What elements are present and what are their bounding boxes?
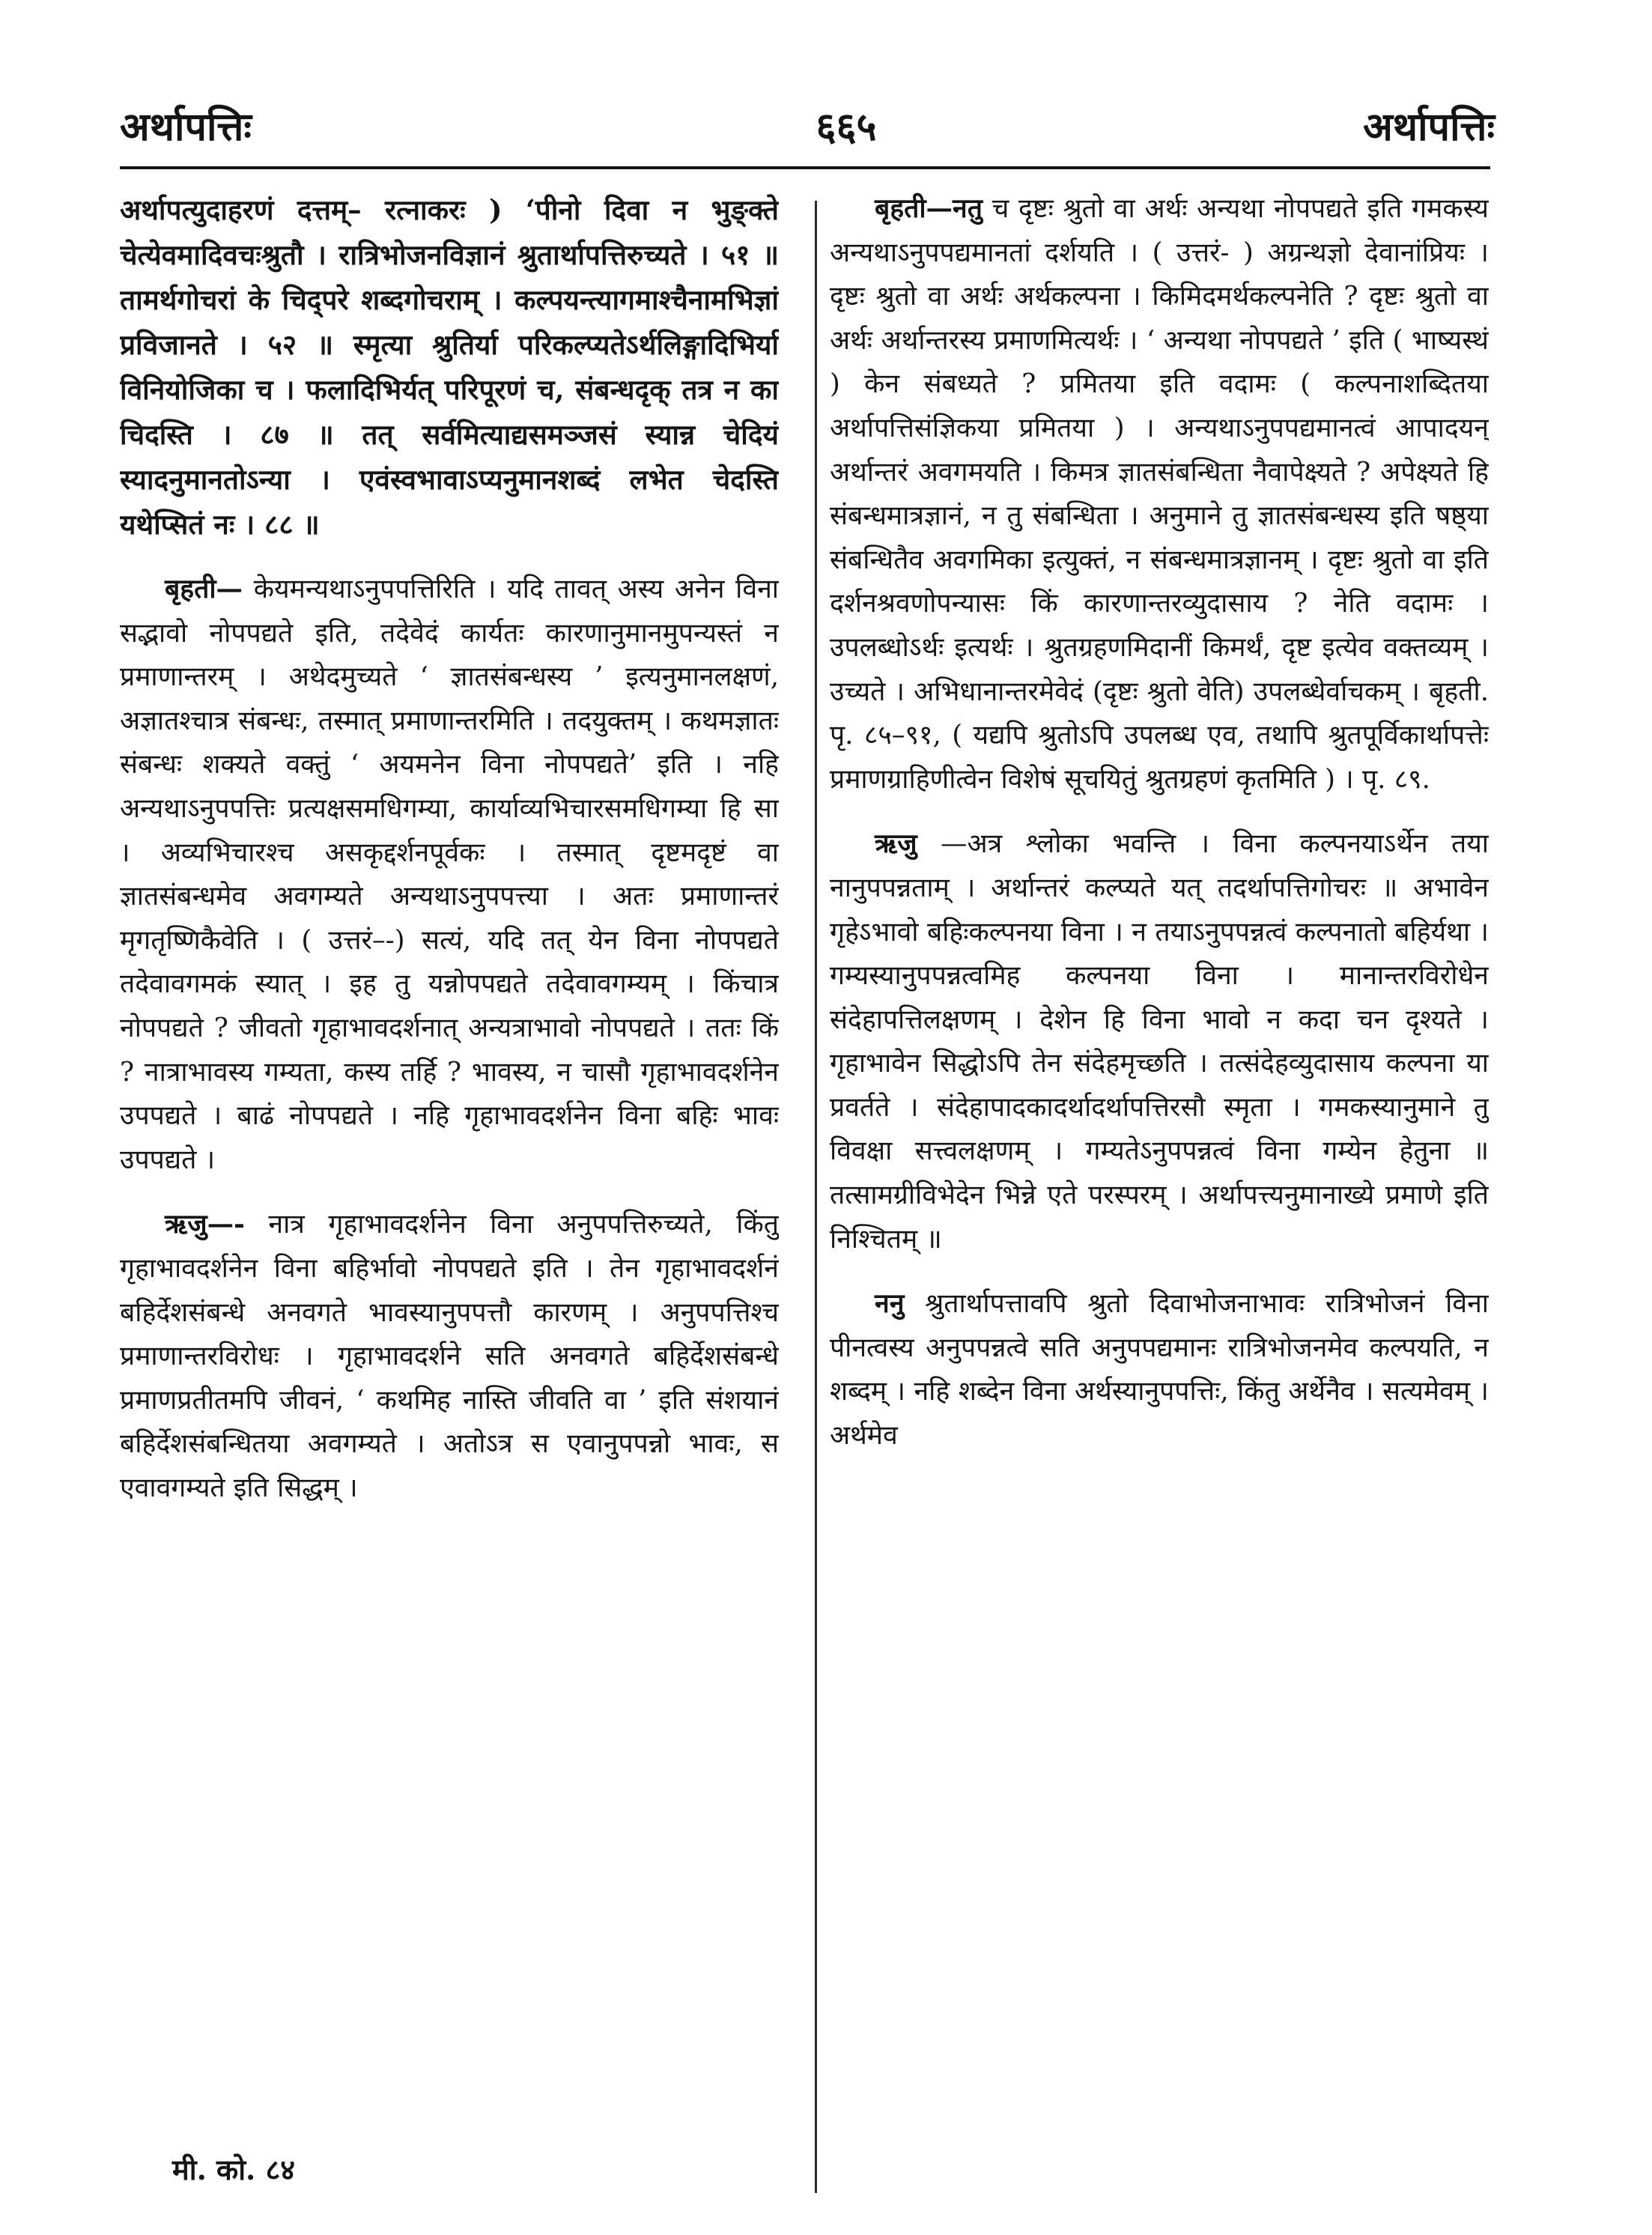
commentary-text: श्रुतार्थापत्तावपि श्रुतो दिवाभोजनाभावः रात्रिभोजनं विना पीनत्वस्य अनुपपन्नत्वे सति अनुपपद्यमानः रात्रिभोजनमेव कल्पयति, न शब्दम् । नहि शब्देन विना अर्थस्यानुपपत्तिः, किंतु अर्थेनैव । सत्यमेवम् । अर्थमेव [830, 1288, 1489, 1452]
commentary-lead: ननु [875, 1288, 905, 1320]
commentary-brhati [120, 568, 779, 1182]
commentary-text: —अत्र श्लोका भवन्ति । विना कल्पनयाऽर्थेन तया नानुपपन्नताम् । अर्थान्तरं कल्प्यते यत् तदर्थापत्तिगोचरः ॥ अभावेन गृहेऽभावो बहिःकल्पनया विना । न तयाऽनुपपन्नत्वं कल्पनातो बहिर्यथा । गम्यस्यानुपपन्नत्वमिह कल्पनया विना । मानान्तरविरोधेन संदेहापत्तिलक्षणम् । देशेन हि विना भावो न कदा चन दृश्यते । गृहाभावेन सिद्धोऽपि तेन संदेहमृच्छति । तत्संदेहव्युदासाय कल्पना या प्रवर्तते । संदेहापादकादर्थादर्थापत्तिरसौ स्मृता । गमकस्यानुमाने तु विवक्षा सत्त्वलक्षणम् । गम्यतेऽनुपपन्नत्वं विना गम्येन हेतुना ॥ तत्सामग्रीविभेदेन भिन्ने एते परस्परम् । अर्थापत्त्यनुमानाख्ये प्रमाणे इति निश्चितम् ॥ [830, 828, 1489, 1255]
left-column [120, 187, 779, 2210]
commentary-text: नात्र गृहाभावदर्शनेन विना अनुपपत्तिरुच्यते, किंतु गृहाभावदर्शनेन विना बहिर्भावो नोपपद्यते इति । तेन गृहाभावदर्शनं बहिर्देशसंबन्धे अनवगते भावस्यानुपपत्तौ कारणम् । अनुपपत्तिश्च प्रमाणान्तरविरोधः । गृहाभावदर्शने सति अनवगते बहिर्देशसंबन्धे प्रमाणप्रतीतमपि जीवनं, ‘ कथमिह नास्ति जीवति वा ’ इति संशयानं बहिर्देशसंबन्धितया अवगम्यते । अतोऽत्र स एवानुपपन्नो भावः, स एवावगम्यते इति सिद्धम् । [120, 1209, 779, 1503]
commentary-lead: बृहती— [165, 574, 243, 604]
running-head-left: अर्थापत्तिः [120, 104, 252, 150]
verse-block [120, 187, 779, 547]
commentary-lead: बृहती—नतु [875, 193, 983, 224]
verse-text: अर्थापत्युदाहरणं दत्तम्– रत्नाकरः ) ‘पीनो दिवा न भुङ्क्ते चेत्येवमादिवचःश्रुतौ । रात्रिभोजनविज्ञानं श्रुतार्थापत्तिरुच्यते । ५१ ॥ तामर्थगोचरां के चिद्परे शब्दगोचराम् । कल्पयन्त्यागमाश्चैनामभिज्ञां प्रविजानते । ५२ ॥ स्मृत्या श्रुतिर्या परिकल्प्यतेऽर्थलिङ्गादिभिर्या विनियोजिका च । फलादिभिर्यत् परिपूरणं च, संबन्धदृक् तत्र न का चिदस्ति । ८७ ॥ तत् सर्वमित्याद्यसमञ्जसं स्यान्न चेदियं स्यादनुमानतोऽन्या । एवंस्वभावाऽप्यनुमानशब्दं लभेत चेदस्ति यथेप्सितं नः । ८८ ॥ [120, 193, 779, 541]
commentary-rju [830, 822, 1489, 1261]
commentary-brhati [830, 187, 1489, 801]
commentary-lead: ऋजु—- [165, 1209, 245, 1240]
commentary-lead: ऋजु [875, 828, 917, 860]
commentary-rju [120, 1203, 779, 1510]
page-number: ६६५ [816, 104, 877, 150]
commentary-text: केयमन्यथाऽनुपपत्तिरिति । यदि तावत् अस्य अनेन विना सद्भावो नोपपद्यते इति, तदेवेदं कार्यतः कारणानुमानमुपन्यस्तं न प्रमाणान्तरम् । अथेदमुच्यते ‘ ज्ञातसंबन्धस्य ’ इत्यनुमानलक्षणं, अज्ञातश्चात्र संबन्धः, तस्मात् प्रमाणान्तरमिति । तदयुक्तम् । कथमज्ञातः संबन्धः शक्यते वक्तुं ‘ अयमनेन विना नोपपद्यते’ इति । नहि अन्यथाऽनुपपत्तिः प्रत्यक्षसमधिगम्या, कार्याव्यभिचारसमधिगम्या हि सा । अव्यभिचारश्च असकृद्दर्शनपूर्वकः । तस्मात् दृष्टमदृष्टं वा ज्ञातसंबन्धमेव अवगम्यते अन्यथाऽनुपपत्त्या । अतः प्रमाणान्तरं मृगतृष्णिकैवेति । ( उत्तरं–-) सत्यं, यदि तत् येन विना नोपपद्यते तदेवावगमकं स्यात् । इह तु यन्नोपपद्यते तदेवावगम्यम् । किंचात्र नोपपद्यते ? जीवतो गृहाभावदर्शनात् अन्यत्राभावो नोपपद्यते । ततः किं ? नात्राभावस्य गम्यता, कस्य तर्हि ? भावस्य, न चासौ गृहाभावदर्शनेन उपपद्यते । बाढं नोपपद्यते । नहि गृहाभावदर्शनेन विना बहिः भावः उपपद्यते । [120, 574, 779, 1175]
right-column [830, 187, 1489, 2210]
column-divider [815, 201, 817, 2193]
running-head-right: अर्थापत्तिः [1363, 104, 1495, 150]
commentary-nanu [830, 1282, 1489, 1458]
header-rule [120, 166, 1490, 169]
commentary-text: च दृष्टः श्रुतो वा अर्थः अन्यथा नोपपद्यते इति गमकस्य अन्यथाऽनुपपद्यमानतां दर्शयति । ( उत्तरं- ) अग्रन्थज्ञो देवानांप्रियः । दृष्टः श्रुतो वा अर्थः अर्थकल्पना । किमिदमर्थकल्पनेति ? दृष्टः श्रुतो वा अर्थः अर्थान्तरस्य प्रमाणमित्यर्थः । ‘ अन्यथा नोपपद्यते ’ इति ( भाष्यस्थं ) केन संबध्यते ? प्रमितया इति वदामः ( कल्पनाशब्दितया अर्थापत्तिसंज्ञिकया प्रमितया ) । अन्यथाऽनुपपद्यमानत्वं आपादयन् अर्थान्तरं अवगमयति । किमत्र ज्ञातसंबन्धिता नैवापेक्ष्यते ? अपेक्ष्यते हि संबन्धमात्रज्ञानं, न तु संबन्धिता । अनुमाने तु ज्ञातसंबन्धस्य इति षष्ठ्या संबन्धितैव अवगमिका इत्युक्तं, न संबन्धमात्रज्ञानम् । दृष्टः श्रुतो वा इति दर्शनश्रवणोपन्यासः किं कारणान्तरव्युदासाय ? नेति वदामः । उपलब्धोऽर्थः इत्यर्थः । श्रुतग्रहणमिदानीं किमर्थं, दृष्ट इत्येव वक्तव्यम् । उच्यते । अभिधानान्तरमेवेदं (दृष्टः श्रुतो वेति) उपलब्धेर्वाचकम् । बृहती. पृ. ८५–९१, ( यद्यपि श्रुतोऽपि उपलब्ध एव, तथापि श्रुतपूर्विकार्थापत्तेः प्रमाणग्राहिणीत्वेन विशेषं सूचयितुं श्रुतग्रहणं कृतमिति ) । पृ. ८९. [830, 193, 1489, 795]
signature-mark: मी. को. ८४ [172, 2153, 296, 2186]
